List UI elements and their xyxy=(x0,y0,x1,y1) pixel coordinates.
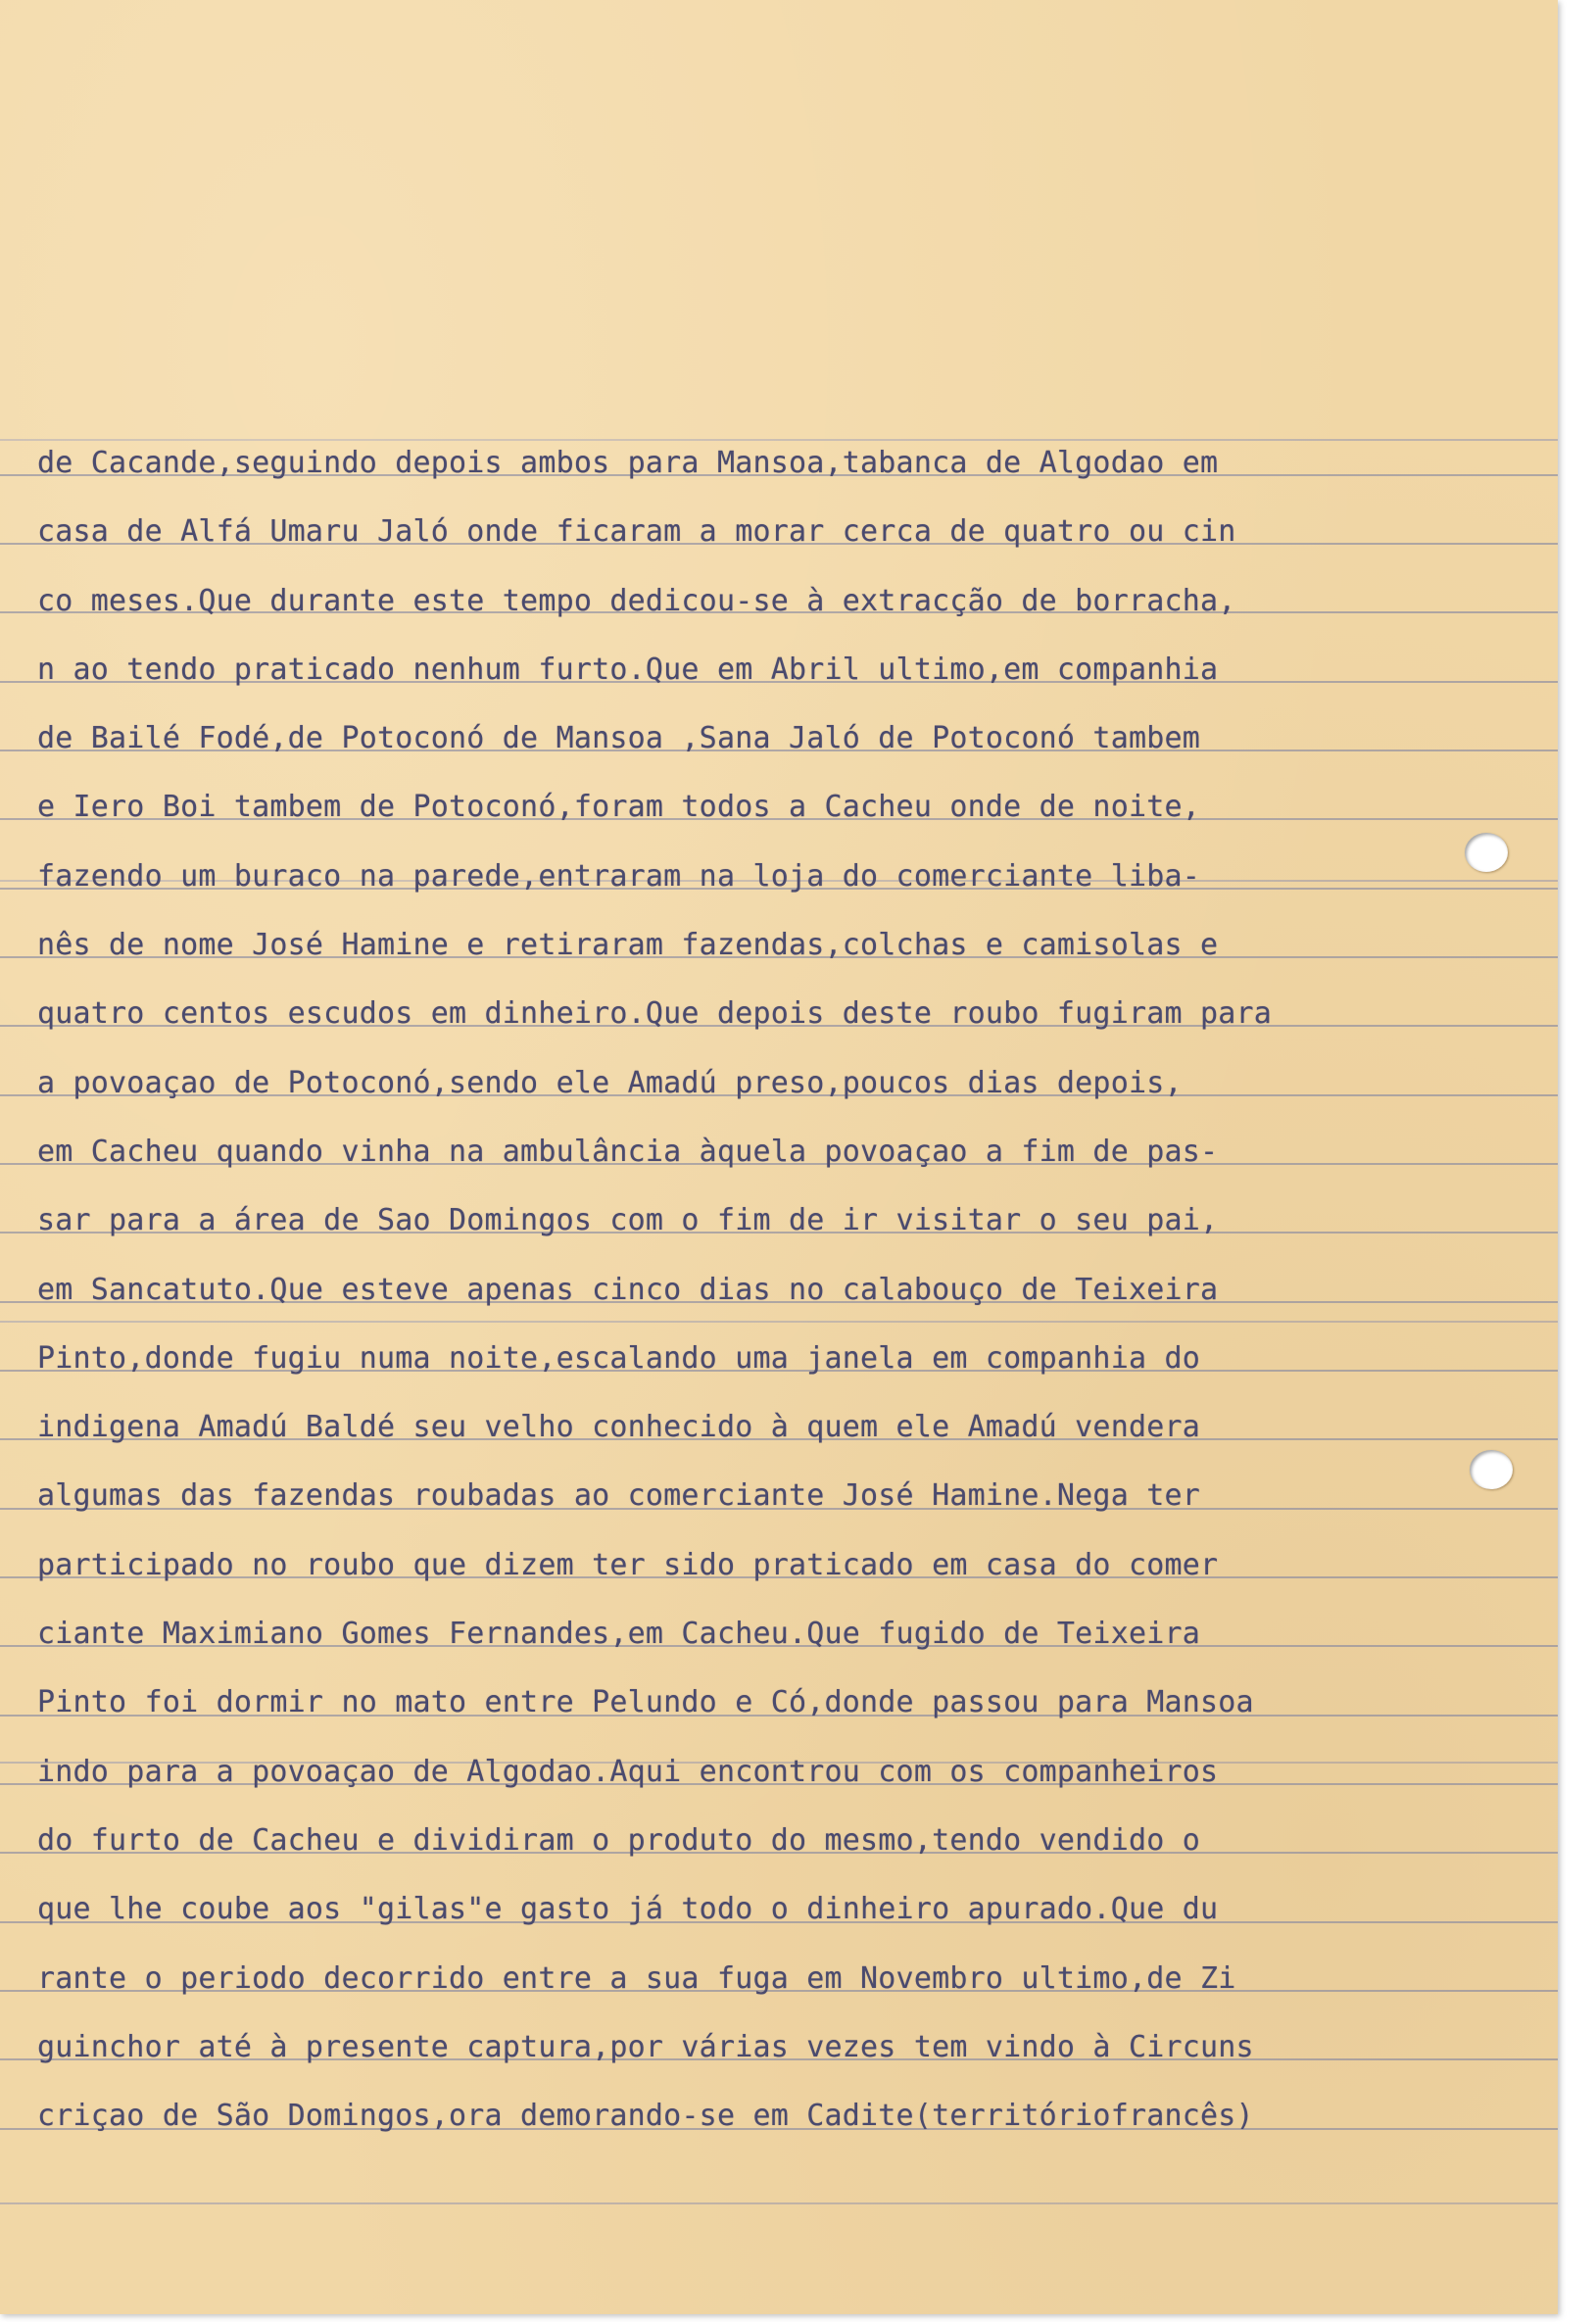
text-line: criçao de São Domingos,ora demorando-se em Cadite(territóriofrancês) xyxy=(37,2099,1254,2134)
text-line: casa de Alfá Umaru Jaló onde ficaram a morar cerca de quatro ou cin xyxy=(37,514,1236,550)
text-line: fazendo um buraco na parede,entraram na loja do comerciante liba- xyxy=(37,858,1200,894)
text-line: guinchor até à presente captura,por várias vezes tem vindo à Circuns xyxy=(37,2029,1254,2064)
text-line: que lhe coube aos "gilas"e gasto já todo o dinheiro apurado.Que du xyxy=(37,1892,1219,1927)
text-line: em Sancatuto.Que esteve apenas cinco dias no calabouço de Teixeira xyxy=(37,1272,1219,1307)
text-line: nês de nome José Hamine e retiraram fazendas,colchas e camisolas e xyxy=(37,928,1219,963)
text-line: n ao tendo praticado nenhum furto.Que em Abril ultimo,em companhia xyxy=(37,652,1219,687)
punch-hole xyxy=(1470,1450,1513,1489)
text-line: Pinto,donde fugiu numa noite,escalando uma janela em companhia do xyxy=(37,1340,1200,1376)
text-line: rante o periodo decorrido entre a sua fuga em Novembro ultimo,de Zi xyxy=(37,1960,1236,1996)
text-line: de Bailé Fodé,de Potoconó de Mansoa ,Sana Jaló de Potoconó tambem xyxy=(37,721,1200,756)
text-line: co meses.Que durante este tempo dedicou-se à extracção de borracha, xyxy=(37,583,1236,618)
text-line: em Cacheu quando vinha na ambulância àquela povoaçao a fim de pas- xyxy=(37,1134,1219,1169)
typewritten-text xyxy=(37,429,1379,2151)
text-line: do furto de Cacheu e dividiram o produto do mesmo,tendo vendido o xyxy=(37,1822,1200,1858)
text-line: ciante Maximiano Gomes Fernandes,em Cacheu.Que fugido de Teixeira xyxy=(37,1617,1200,1652)
text-line: de Cacande,seguindo depois ambos para Mansoa,tabanca de Algodao em xyxy=(37,446,1219,480)
text-line: indo para a povoaçao de Algodao.Aqui encontrou com os companheiros xyxy=(37,1754,1219,1789)
text-line: algumas das fazendas roubadas ao comerciante José Hamine.Nega ter xyxy=(37,1478,1200,1514)
text-line: indigena Amadú Baldé seu velho conhecido à quem ele Amadú vendera xyxy=(37,1410,1200,1445)
text-line: a povoaçao de Potoconó,sendo ele Amadú preso,poucos dias depois, xyxy=(37,1065,1183,1100)
text-line: quatro centos escudos em dinheiro.Que depois deste roubo fugiram para xyxy=(37,996,1273,1032)
text-line: e Iero Boi tambem de Potoconó,foram todos a Cacheu onde de noite, xyxy=(37,790,1200,825)
faded-pencil-mark xyxy=(86,52,218,153)
text-line: sar para a área de Sao Domingos com o fim de ir visitar o seu pai, xyxy=(37,1203,1219,1238)
punch-hole xyxy=(1465,833,1508,872)
text-line: participado no roubo que dizem ter sido praticado em casa do comer xyxy=(37,1547,1219,1582)
text-line: Pinto foi dormir no mato entre Pelundo e Có,donde passou para Mansoa xyxy=(37,1685,1254,1720)
